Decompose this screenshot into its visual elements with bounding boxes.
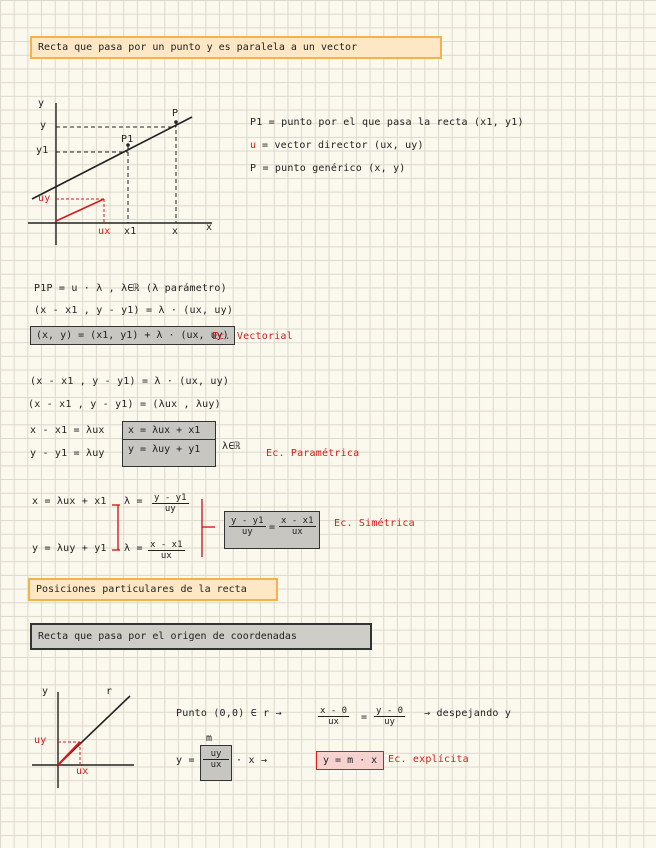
symmetric-label: Ec. Simétrica bbox=[334, 518, 415, 529]
symmetric-row1: x = λux + x1 bbox=[32, 496, 107, 507]
origin-explicit-box: y = m · x bbox=[316, 751, 384, 770]
parametric-line4: y - y1 = λuy bbox=[30, 448, 105, 459]
origin-slope-box: $\frac{uy}{ux}$ bbox=[200, 745, 232, 781]
symmetric-row2: y = λuy + y1 bbox=[32, 543, 107, 554]
origin-times-x: · x → bbox=[236, 755, 268, 766]
graph2-r-label: r bbox=[106, 686, 113, 697]
origin-equals: = bbox=[361, 712, 368, 723]
graph2-y-axis-label: y bbox=[42, 686, 49, 697]
graph1-y1-tick: y1 bbox=[36, 145, 49, 156]
parametric-line2: (x - x1 , y - y1) = (λux , λuy) bbox=[28, 399, 221, 410]
parametric-line3: x - x1 = λux bbox=[30, 425, 105, 436]
parametric-line1: (x - x1 , y - y1) = λ · (ux, uy) bbox=[30, 376, 230, 387]
symmetric-lambda1: λ = bbox=[124, 496, 143, 507]
graph1-y-axis-label: y bbox=[38, 98, 45, 109]
symmetric-fraction-y: $\frac{y - y1}{uy}$ bbox=[154, 493, 187, 514]
parametric-box-y: y = λuy + y1 bbox=[128, 444, 201, 455]
graph1-x-tick: x bbox=[172, 226, 179, 237]
graph1-y-tick: y bbox=[40, 120, 47, 131]
symmetric-equation-box: $\frac{y - y1}{uy}$ = $\frac{x - x1}{ux}$ bbox=[224, 511, 320, 549]
point-p bbox=[174, 120, 178, 124]
graph1-p1-label: P1 bbox=[121, 134, 134, 145]
graph2-ux-label: ux bbox=[76, 766, 89, 777]
parametric-label: Ec. Paramétrica bbox=[266, 448, 360, 459]
graph1-uy-tick: uy bbox=[38, 193, 51, 204]
graph2-uy-label: uy bbox=[34, 735, 47, 746]
section-title-origin: Recta que pasa por el origen de coordenadas bbox=[30, 623, 372, 650]
vectorial-line1: P1P = u · λ , λ∈ℝ (λ parámetro) bbox=[34, 283, 227, 294]
parametric-equation-box bbox=[122, 421, 216, 467]
vectorial-line2: (x - x1 , y - y1) = λ · (ux, uy) bbox=[34, 305, 234, 316]
legend-p-definition: P = punto genérico (x, y) bbox=[250, 163, 406, 174]
origin-y-equals: y = bbox=[176, 755, 195, 766]
graph1-x1-tick: x1 bbox=[124, 226, 137, 237]
origin-explicit-label: Ec. explícita bbox=[388, 754, 469, 765]
line-graph-diagram bbox=[20, 95, 220, 245]
graph1-ux-tick: ux bbox=[98, 226, 111, 237]
parametric-lambda: λ∈ℝ bbox=[222, 441, 241, 452]
vectorial-label: Ec. Vectorial bbox=[212, 331, 293, 342]
symmetric-lambda2: λ = bbox=[124, 543, 143, 554]
graph1-p-label: P bbox=[172, 108, 179, 119]
origin-fraction-y: $\frac{y - 0}{uy}$ bbox=[376, 706, 404, 727]
section-title-point-vector: Recta que pasa por un punto y es paralela a un vector bbox=[30, 36, 442, 59]
legend-u-symbol: u bbox=[250, 140, 257, 151]
vectorial-equation-box: (x, y) = (x1, y1) + λ · (ux, uy) bbox=[30, 326, 235, 345]
origin-solving-note: → despejando y bbox=[424, 708, 512, 719]
symmetric-fraction-x: $\frac{x - x1}{ux}$ bbox=[150, 540, 183, 561]
parametric-box-x: x = λux + x1 bbox=[123, 422, 215, 440]
legend-u-definition: = vector director (ux, uy) bbox=[262, 140, 424, 151]
legend-p1-definition: P1 = punto por el que pasa la recta (x1, y1) bbox=[250, 117, 524, 128]
section-title-particular-positions: Posiciones particulares de la recta bbox=[28, 578, 278, 601]
origin-m-label: m bbox=[206, 733, 213, 744]
graph1-x-axis-label: x bbox=[206, 222, 213, 233]
origin-fraction-x: $\frac{x - 0}{ux}$ bbox=[320, 706, 348, 727]
origin-point-statement: Punto (0,0) ∈ r → bbox=[176, 708, 282, 719]
